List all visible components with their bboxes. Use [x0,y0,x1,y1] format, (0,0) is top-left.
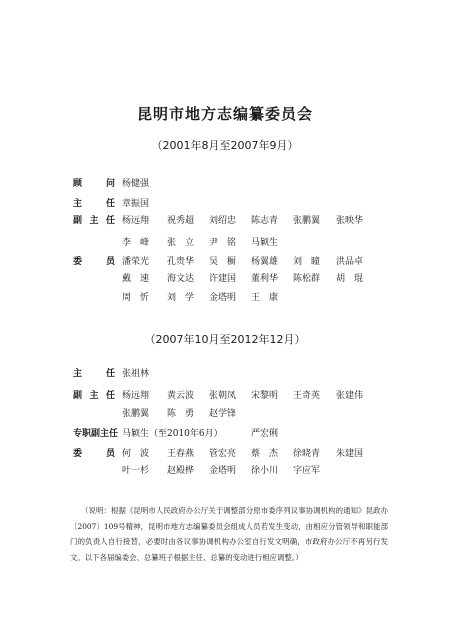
member-name: 海文达 [167,274,195,284]
member-name: 陈 勇 [167,409,195,419]
member-name: 洪品卓 [336,257,364,267]
role-label: 顾 问 [73,179,115,189]
member-row [0,272,450,286]
member-name: 董利华 [251,274,279,284]
member-name: 严宏俐 [251,429,279,439]
member-row [0,367,450,381]
term-period: （2007年10月至2012年12月） [144,333,306,346]
member-name: 王奇英 [293,391,321,401]
member-row [0,236,450,250]
role-label: 主 任 [73,199,115,209]
member-name: 尹 铭 [209,238,237,248]
member-name: 张 立 [167,238,195,248]
member-name: 王 康 [251,293,279,303]
member-name: 蔡 杰 [251,449,279,459]
member-name: 赵学锋 [209,409,237,419]
member-name: 周 忻 [122,293,150,303]
member-row [0,291,450,305]
member-name: 杨翼雄 [251,257,279,267]
member-name: 胡 琨 [336,274,364,284]
member-row [0,427,450,441]
member-row [0,407,450,421]
member-name: 字应军 [293,466,321,476]
member-name: 张鹏翼 [122,409,150,419]
term-period: （2001年8月至2007年9月） [151,139,299,152]
member-name: 张建伟 [336,391,364,401]
member-name: 金塔明 [209,293,237,303]
member-name: 徐小川 [251,466,279,476]
member-row [0,389,450,403]
member-name: 管宏亮 [209,449,237,459]
member-name: 黄云波 [167,391,195,401]
member-name: 金塔明 [209,466,237,476]
member-name: 潘荣光 [122,257,150,267]
member-name: 刘 瞳 [293,257,321,267]
member-name: 马颖生 [251,238,279,248]
member-name: 李 峰 [122,238,150,248]
role-label: 主 任 [73,369,115,379]
member-row [0,255,450,269]
member-name: 陈志青 [251,216,279,226]
member-name: 何 波 [122,449,150,459]
member-name: 杨远翔 [122,391,150,401]
member-row [0,214,450,228]
role-label: 专职副主任 [73,429,119,439]
member-name: 叶一杉 [122,466,150,476]
member-name: 祝秀超 [167,216,195,226]
member-name: 陈松群 [293,274,321,284]
member-name: 王春燕 [167,449,195,459]
explanatory-note: （说明：根据《昆明市人民政府办公厅关于调整部分原市委序列议事协调机构的通知》昆政办〔2007〕109号精神，昆明市地方志编纂委员会组成人员若发生变动，由相应分管领导和职能部门的负责人自行接替，必要时由各议事协调机构办公室自行发文明确，市政府办公厅不再另行发文。以下各届编委会、总纂班子根据主任、总纂的变动进行相应调整。） [70,506,388,562]
member-row [0,177,450,191]
role-label: 委 员 [73,449,115,459]
member-name: 戴 速 [122,274,150,284]
member-name: 许建国 [209,274,237,284]
role-label: 委 员 [73,257,115,267]
member-name: 杨远翔 [122,216,150,226]
member-row [0,197,450,211]
page-title: 昆明市地方志编纂委员会 [136,105,313,123]
member-row [0,464,450,478]
member-name: 徐晓青 [293,449,321,459]
member-name: 吴 橱 [209,257,237,267]
member-name: 章振国 [122,199,150,209]
member-name: 孔贵华 [167,257,195,267]
role-label: 副主任 [73,391,115,401]
member-name: 张祖林 [122,369,150,379]
member-name: 张鹏翼 [293,216,321,226]
role-label: 副主任 [73,216,115,226]
member-name: 刘 学 [167,293,195,303]
member-name: 张朝凤 [209,391,237,401]
member-name: 张映华 [336,216,364,226]
member-name: 朱建国 [336,449,364,459]
member-name: 马颖生（至2010年6月） [122,429,223,439]
member-name: 赵殿桦 [167,466,195,476]
member-name: 宋黎明 [251,391,279,401]
member-row [0,447,450,461]
member-name: 刘绍忠 [209,216,237,226]
member-name: 杨健强 [122,179,150,189]
